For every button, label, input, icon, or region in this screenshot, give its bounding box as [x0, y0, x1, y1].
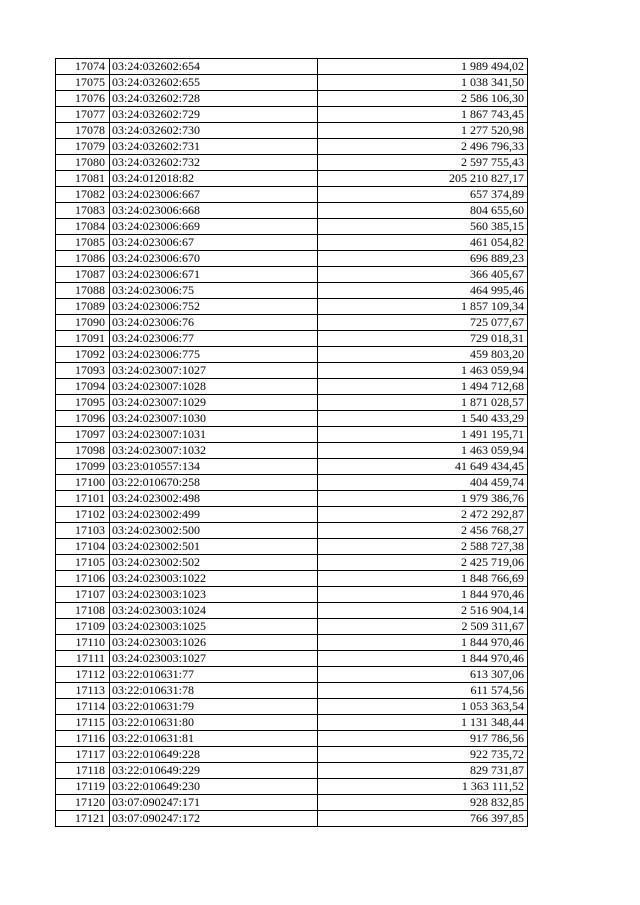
- value-cell: 1 038 341,50: [318, 75, 528, 91]
- table-row: [56, 523, 528, 539]
- value-cell: 2 496 796,33: [318, 139, 528, 155]
- row-number-cell: 17097: [56, 427, 110, 443]
- value-cell: 366 405,67: [318, 267, 528, 283]
- cadastral-number-cell: 03:24:012018:82: [110, 171, 318, 187]
- row-number-cell: 17094: [56, 379, 110, 395]
- table-row: [56, 379, 528, 395]
- table-row: [56, 651, 528, 667]
- cadastral-number-cell: 03:24:023006:775: [110, 347, 318, 363]
- table-row: [56, 747, 528, 763]
- row-number-cell: 17109: [56, 619, 110, 635]
- cadastral-number-cell: 03:22:010631:78: [110, 683, 318, 699]
- row-number-cell: 17074: [56, 59, 110, 75]
- value-cell: 560 385,15: [318, 219, 528, 235]
- row-number-cell: 17080: [56, 155, 110, 171]
- value-cell: 2 597 755,43: [318, 155, 528, 171]
- cadastral-number-cell: 03:24:032602:655: [110, 75, 318, 91]
- table-row: [56, 315, 528, 331]
- value-cell: 2 516 904,14: [318, 603, 528, 619]
- row-number-cell: 17086: [56, 251, 110, 267]
- table-row: [56, 619, 528, 635]
- cadastral-number-cell: 03:23:010557:134: [110, 459, 318, 475]
- value-cell: 613 307,06: [318, 667, 528, 683]
- value-cell: 461 054,82: [318, 235, 528, 251]
- table-row: [56, 763, 528, 779]
- cadastral-number-cell: 03:24:023003:1025: [110, 619, 318, 635]
- cadastral-value-table: [55, 58, 528, 827]
- row-number-cell: 17083: [56, 203, 110, 219]
- table-row: [56, 587, 528, 603]
- row-number-cell: 17096: [56, 411, 110, 427]
- row-number-cell: 17101: [56, 491, 110, 507]
- cadastral-number-cell: 03:24:023006:669: [110, 219, 318, 235]
- cadastral-number-cell: 03:24:023007:1029: [110, 395, 318, 411]
- value-cell: 1 867 743,45: [318, 107, 528, 123]
- cadastral-number-cell: 03:24:023003:1024: [110, 603, 318, 619]
- table-row: [56, 459, 528, 475]
- cadastral-number-cell: 03:24:023007:1032: [110, 443, 318, 459]
- value-cell: 2 425 719,06: [318, 555, 528, 571]
- table-row: [56, 283, 528, 299]
- table-row: [56, 171, 528, 187]
- cadastral-number-cell: 03:24:032602:729: [110, 107, 318, 123]
- table-row: [56, 203, 528, 219]
- table-row: [56, 251, 528, 267]
- cadastral-number-cell: 03:24:023006:667: [110, 187, 318, 203]
- table-row: [56, 715, 528, 731]
- cadastral-number-cell: 03:24:023007:1028: [110, 379, 318, 395]
- value-cell: 1 848 766,69: [318, 571, 528, 587]
- cadastral-number-cell: 03:24:023006:671: [110, 267, 318, 283]
- row-number-cell: 17098: [56, 443, 110, 459]
- row-number-cell: 17093: [56, 363, 110, 379]
- table-row: [56, 667, 528, 683]
- row-number-cell: 17119: [56, 779, 110, 795]
- value-cell: 1 844 970,46: [318, 651, 528, 667]
- table-row: [56, 699, 528, 715]
- row-number-cell: 17091: [56, 331, 110, 347]
- table-row: [56, 219, 528, 235]
- cadastral-number-cell: 03:24:032602:654: [110, 59, 318, 75]
- row-number-cell: 17077: [56, 107, 110, 123]
- row-number-cell: 17081: [56, 171, 110, 187]
- row-number-cell: 17076: [56, 91, 110, 107]
- value-cell: 725 077,67: [318, 315, 528, 331]
- row-number-cell: 17114: [56, 699, 110, 715]
- table-row: [56, 411, 528, 427]
- row-number-cell: 17075: [56, 75, 110, 91]
- cadastral-number-cell: 03:24:023002:500: [110, 523, 318, 539]
- table-row: [56, 363, 528, 379]
- table-row: [56, 507, 528, 523]
- value-cell: 611 574,56: [318, 683, 528, 699]
- table-row: [56, 107, 528, 123]
- value-cell: 729 018,31: [318, 331, 528, 347]
- value-cell: 1 979 386,76: [318, 491, 528, 507]
- table-row: [56, 139, 528, 155]
- value-cell: 205 210 827,17: [318, 171, 528, 187]
- value-cell: 917 786,56: [318, 731, 528, 747]
- value-cell: 2 472 292,87: [318, 507, 528, 523]
- value-cell: 1 277 520,98: [318, 123, 528, 139]
- row-number-cell: 17099: [56, 459, 110, 475]
- row-number-cell: 17100: [56, 475, 110, 491]
- table-row: [56, 683, 528, 699]
- value-cell: 657 374,89: [318, 187, 528, 203]
- row-number-cell: 17102: [56, 507, 110, 523]
- table-row: [56, 491, 528, 507]
- table-row: [56, 299, 528, 315]
- table-body: [56, 59, 528, 827]
- cadastral-number-cell: 03:22:010670:258: [110, 475, 318, 491]
- row-number-cell: 17087: [56, 267, 110, 283]
- value-cell: 804 655,60: [318, 203, 528, 219]
- value-cell: 1 463 059,94: [318, 363, 528, 379]
- row-number-cell: 17092: [56, 347, 110, 363]
- row-number-cell: 17111: [56, 651, 110, 667]
- row-number-cell: 17108: [56, 603, 110, 619]
- table-row: [56, 779, 528, 795]
- value-cell: 1 844 970,46: [318, 635, 528, 651]
- cadastral-number-cell: 03:22:010631:79: [110, 699, 318, 715]
- table-row: [56, 347, 528, 363]
- row-number-cell: 17105: [56, 555, 110, 571]
- value-cell: 1 363 111,52: [318, 779, 528, 795]
- row-number-cell: 17103: [56, 523, 110, 539]
- row-number-cell: 17082: [56, 187, 110, 203]
- value-cell: 1 871 028,57: [318, 395, 528, 411]
- table-row: [56, 795, 528, 811]
- cadastral-number-cell: 03:24:023002:499: [110, 507, 318, 523]
- cadastral-number-cell: 03:24:023006:76: [110, 315, 318, 331]
- table-row: [56, 539, 528, 555]
- cadastral-number-cell: 03:24:023007:1027: [110, 363, 318, 379]
- table-row: [56, 91, 528, 107]
- table-row: [56, 331, 528, 347]
- row-number-cell: 17117: [56, 747, 110, 763]
- cadastral-number-cell: 03:24:023006:77: [110, 331, 318, 347]
- cadastral-number-cell: 03:24:023006:670: [110, 251, 318, 267]
- cadastral-number-cell: 03:22:010649:230: [110, 779, 318, 795]
- cadastral-number-cell: 03:24:023003:1027: [110, 651, 318, 667]
- row-number-cell: 17089: [56, 299, 110, 315]
- row-number-cell: 17110: [56, 635, 110, 651]
- cadastral-number-cell: 03:24:032602:730: [110, 123, 318, 139]
- value-cell: 1 540 433,29: [318, 411, 528, 427]
- table-row: [56, 443, 528, 459]
- row-number-cell: 17113: [56, 683, 110, 699]
- cadastral-number-cell: 03:22:010631:77: [110, 667, 318, 683]
- row-number-cell: 17112: [56, 667, 110, 683]
- cadastral-number-cell: 03:24:023002:501: [110, 539, 318, 555]
- value-cell: 459 803,20: [318, 347, 528, 363]
- cadastral-number-cell: 03:22:010631:80: [110, 715, 318, 731]
- cadastral-number-cell: 03:24:032602:732: [110, 155, 318, 171]
- table-row: [56, 603, 528, 619]
- value-cell: 1 494 712,68: [318, 379, 528, 395]
- cadastral-number-cell: 03:22:010649:228: [110, 747, 318, 763]
- value-cell: 1 844 970,46: [318, 587, 528, 603]
- value-cell: 928 832,85: [318, 795, 528, 811]
- value-cell: 1 053 363,54: [318, 699, 528, 715]
- row-number-cell: 17107: [56, 587, 110, 603]
- row-number-cell: 17084: [56, 219, 110, 235]
- table-row: [56, 123, 528, 139]
- cadastral-number-cell: 03:24:032602:728: [110, 91, 318, 107]
- row-number-cell: 17118: [56, 763, 110, 779]
- value-cell: 1 131 348,44: [318, 715, 528, 731]
- value-cell: 1 989 494,02: [318, 59, 528, 75]
- table-row: [56, 731, 528, 747]
- table-row: [56, 571, 528, 587]
- row-number-cell: 17079: [56, 139, 110, 155]
- cadastral-number-cell: 03:22:010649:229: [110, 763, 318, 779]
- table-row: [56, 235, 528, 251]
- table-row: [56, 811, 528, 827]
- row-number-cell: 17090: [56, 315, 110, 331]
- value-cell: 766 397,85: [318, 811, 528, 827]
- document-page: [55, 58, 527, 827]
- cadastral-number-cell: 03:24:023006:752: [110, 299, 318, 315]
- value-cell: 696 889,23: [318, 251, 528, 267]
- cadastral-number-cell: 03:07:090247:172: [110, 811, 318, 827]
- table-row: [56, 267, 528, 283]
- table-row: [56, 555, 528, 571]
- cadastral-number-cell: 03:24:023007:1030: [110, 411, 318, 427]
- row-number-cell: 17106: [56, 571, 110, 587]
- value-cell: 2 509 311,67: [318, 619, 528, 635]
- cadastral-number-cell: 03:24:023002:498: [110, 491, 318, 507]
- value-cell: 829 731,87: [318, 763, 528, 779]
- table-row: [56, 75, 528, 91]
- table-row: [56, 427, 528, 443]
- row-number-cell: 17078: [56, 123, 110, 139]
- row-number-cell: 17116: [56, 731, 110, 747]
- table-row: [56, 635, 528, 651]
- table-row: [56, 475, 528, 491]
- value-cell: 2 586 106,30: [318, 91, 528, 107]
- table-row: [56, 59, 528, 75]
- row-number-cell: 17095: [56, 395, 110, 411]
- row-number-cell: 17088: [56, 283, 110, 299]
- value-cell: 464 995,46: [318, 283, 528, 299]
- cadastral-number-cell: 03:07:090247:171: [110, 795, 318, 811]
- cadastral-number-cell: 03:24:023003:1022: [110, 571, 318, 587]
- row-number-cell: 17120: [56, 795, 110, 811]
- table-row: [56, 395, 528, 411]
- cadastral-number-cell: 03:22:010631:81: [110, 731, 318, 747]
- value-cell: 2 456 768,27: [318, 523, 528, 539]
- row-number-cell: 17104: [56, 539, 110, 555]
- cadastral-number-cell: 03:24:023003:1026: [110, 635, 318, 651]
- row-number-cell: 17121: [56, 811, 110, 827]
- cadastral-number-cell: 03:24:032602:731: [110, 139, 318, 155]
- row-number-cell: 17115: [56, 715, 110, 731]
- value-cell: 1 463 059,94: [318, 443, 528, 459]
- value-cell: 1 857 109,34: [318, 299, 528, 315]
- cadastral-number-cell: 03:24:023002:502: [110, 555, 318, 571]
- cadastral-number-cell: 03:24:023006:67: [110, 235, 318, 251]
- cadastral-number-cell: 03:24:023003:1023: [110, 587, 318, 603]
- value-cell: 922 735,72: [318, 747, 528, 763]
- cadastral-number-cell: 03:24:023006:75: [110, 283, 318, 299]
- row-number-cell: 17085: [56, 235, 110, 251]
- table-row: [56, 187, 528, 203]
- table-row: [56, 155, 528, 171]
- cadastral-number-cell: 03:24:023006:668: [110, 203, 318, 219]
- value-cell: 1 491 195,71: [318, 427, 528, 443]
- value-cell: 404 459,74: [318, 475, 528, 491]
- value-cell: 41 649 434,45: [318, 459, 528, 475]
- cadastral-number-cell: 03:24:023007:1031: [110, 427, 318, 443]
- value-cell: 2 588 727,38: [318, 539, 528, 555]
